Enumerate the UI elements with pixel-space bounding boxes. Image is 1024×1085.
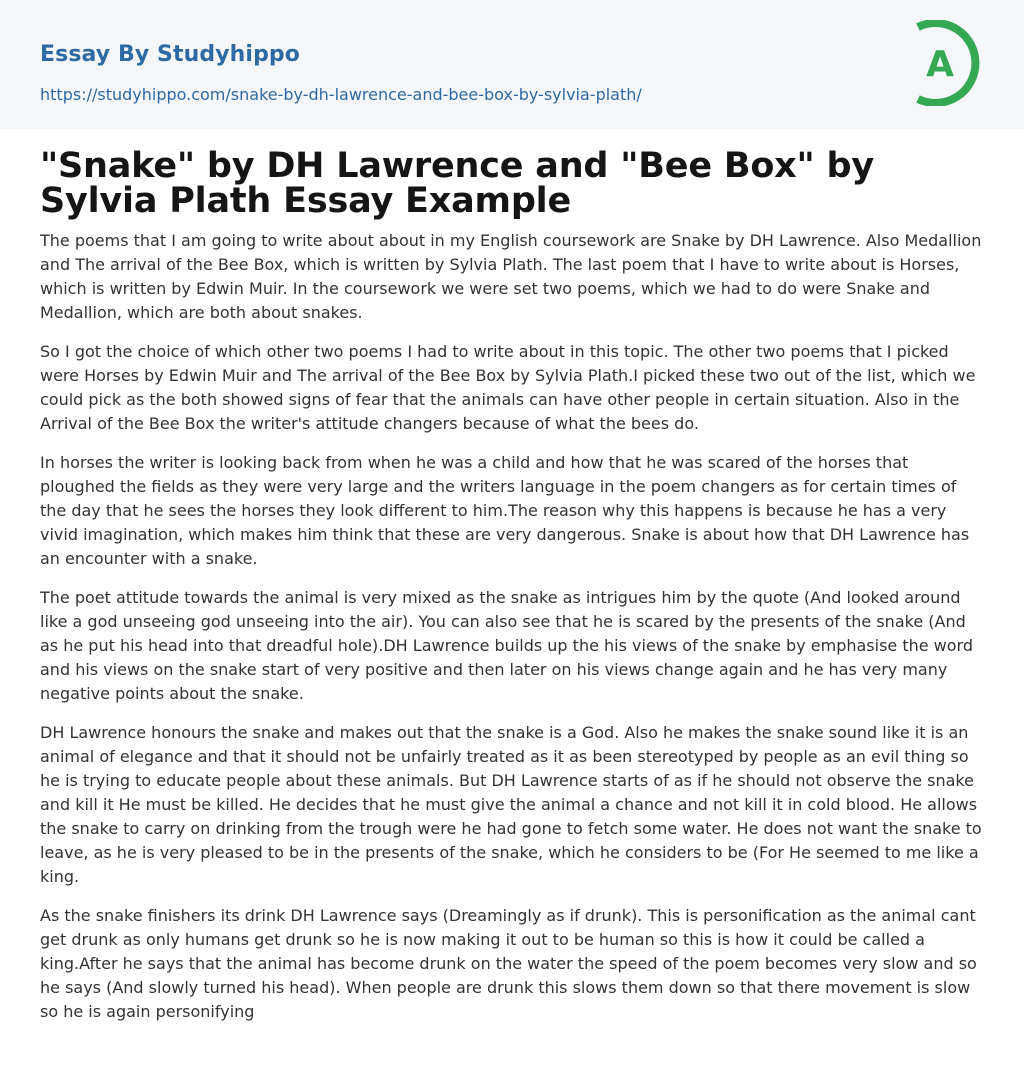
article-paragraph: So I got the choice of which other two poems I had to write about in this topic. The other two poems that I picked were Horses by Edwin Muir and The arrival of the Bee Box by Sylvia Plath.I picked these two out of the list, which we could pick as the both showed signs of fear that the animals can have other people in certain situation. Also in the Arrival of the Bee Box the writer's attitude changers because of what the bees do. [40,342,976,433]
article-paragraph: The poems that I am going to write about about in my English coursework are Snake by DH Lawrence. Also Medallion and The arrival of the Bee Box, which is written by Sylvia Plath. The last poem that I have to write about is Horses, which is written by Edwin Muir. In the coursework we were set two poems, which we had to do were Snake and Medallion, which are both about snakes. [40,231,982,322]
page-url-link[interactable]: https://studyhippo.com/snake-by-dh-lawrence-and-bee-box-by-sylvia-plath/ [40,85,642,104]
article-paragraph: DH Lawrence honours the snake and makes out that the snake is a God. Also he makes the snake sound like it is an animal of elegance and that it should not be unfairly treated as it as been stereotyped by people as an evil thing so he is trying to educate people about these animals. But DH Lawrence starts of as if he should not observe the snake and kill it He must be killed. He decides that he must give the animal a chance and not kill it in cold blood. He allows the snake to carry on drinking from the trough were he had gone to fetch some water. He does not want the snake to leave, as he is very pleased to be in the presents of the snake, which he considers to be (For He seemed to me like a king. [40,723,982,886]
logo-letter: A [926,44,954,85]
article-paragraph: In horses the writer is looking back from when he was a child and how that he was scared of the horses that ploughed the fields as they were very large and the writers language in the poem changers as for certain times of the day that he sees the horses they look different to him.The reason why this happens is because he has a very vivid imagination, which makes him think that these are very dangerous. Snake is about how that DH Lawrence has an encounter with a snake. [40,453,970,568]
article-title: "Snake" by DH Lawrence and "Bee Box" by Sylvia Plath Essay Example [40,146,875,221]
site-header [0,0,1024,129]
article-paragraph: As the snake finishers its drink DH Lawrence says (Dreamingly as if drunk). This is personification as the animal cant get drunk as only humans get drunk so he is now making it out to be human so this is how it could be called a king.After he says that the animal has become drunk on the water the speed of the poem becomes very slow and so he says (And slowly turned his head). When people are drunk this slows them down so that there movement is slow so he is again personifying [40,906,977,1021]
site-brand[interactable]: Essay By Studyhippo [40,42,300,67]
article-paragraph: The poet attitude towards the animal is very mixed as the snake as intrigues him by the quote (And looked around like a god unseeing god unseeing into the air). You can also see that he is scared by the presents of the snake (And as he put his head into that dreadful hole).DH Lawrence builds up the his views of the snake by emphasise the word and his views on the snake start of very positive and then later on his views change again and he has very many negative points about the snake. [40,588,974,703]
article [40,146,984,1024]
studyhippo-logo-icon[interactable] [896,20,986,106]
